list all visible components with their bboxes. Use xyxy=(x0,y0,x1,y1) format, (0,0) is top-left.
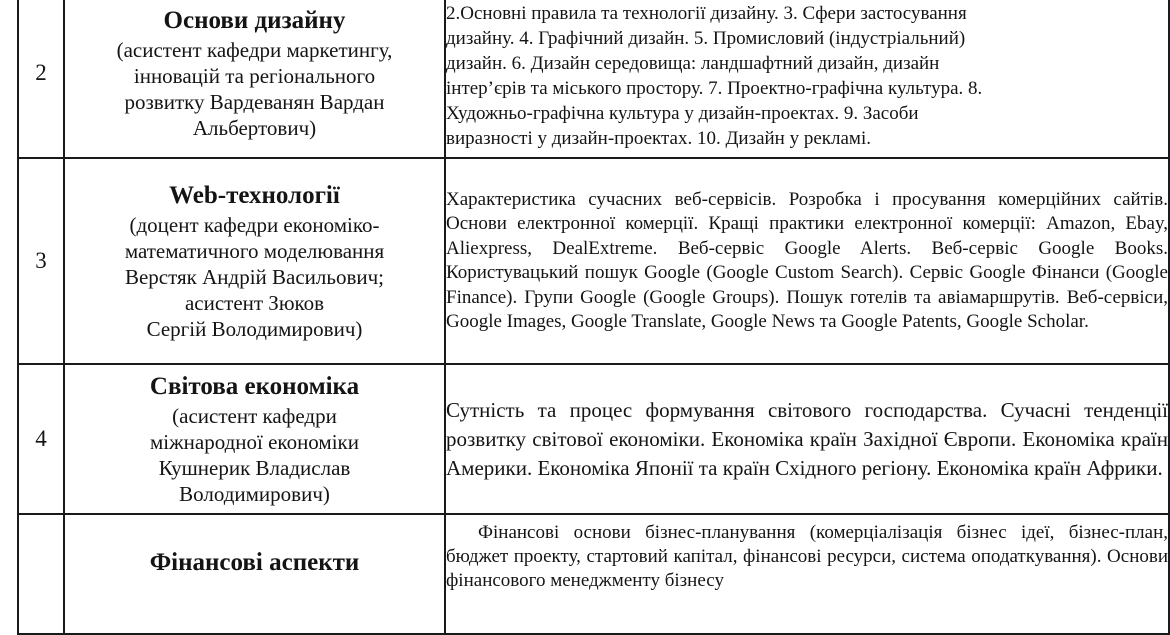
lecturer-line: (доцент кафедри економіко- xyxy=(129,213,380,237)
table-row xyxy=(18,158,1169,364)
course-cell xyxy=(64,158,445,364)
course-cell xyxy=(64,514,445,634)
course-description: Характеристика сучасних веб-сервісів. Розробка і просування комерційних сайтів. Основи електронної комерції. Кращі практики електронної комерції: Amazon, Ebay, Aliexpress, DealExtreme. Веб-сервіс Google Alerts. Веб-сервіс Google Books. Користувацький пошук Google (Google Custom Search). Сервіс Google Фінанси (Google Finance). Групи Google (Google Groups). Пошук готелів та авіамаршрутів. Веб-сервіси, Google Images, Google Translate, Google News та Google Patents, Google Scholar. xyxy=(445,158,1169,364)
lecturer-line: Верстяк Андрій Васильович; xyxy=(124,265,385,289)
description-line: інтер’єрів та міського простору. 7. Проектно-графічна культура. 8. xyxy=(446,78,983,99)
courses-table xyxy=(17,0,1170,635)
course-title: Фінансові аспекти xyxy=(149,549,360,576)
row-number: 3 xyxy=(18,158,64,364)
course-title: Web-технології xyxy=(169,182,340,209)
table-row xyxy=(18,364,1169,514)
description-line: дизайну. 4. Графічний дизайн. 5. Промисловий (індустріальний) xyxy=(446,28,966,49)
table-row xyxy=(18,514,1169,634)
lecturer-line: Альбертович) xyxy=(192,115,317,140)
lecturer-line: математичного моделювання xyxy=(124,239,385,263)
lecturer-info xyxy=(65,212,444,342)
description-line: Художньо-графічна культура у дизайн-проектах. 9. Засоби xyxy=(446,103,919,124)
row-number: 2 xyxy=(18,0,64,158)
table-row xyxy=(18,0,1169,158)
course-cell xyxy=(64,364,445,514)
course-description xyxy=(445,514,1169,634)
lecturer-line: асистент Зюков xyxy=(184,291,325,315)
course-cell xyxy=(64,0,445,158)
description-text: Фінансові основи бізнес-планування (комерціалізація бізнес ідеї, бізнес-план, бюджет проекту, стартовий капітал, фінансові ресурси, система оподаткування). Основи фінансового менеджменту бізнесу xyxy=(446,522,1168,591)
lecturer-line: (асистент кафедри маркетингу, xyxy=(116,37,393,62)
course-description: Сутність та процес формування світового господарства. Сучасні тенденції розвитку світової економіки. Економіка країн Західної Європи. Економіка країн Америки. Економіка Японії та країн Східного регіону. Економіка країн Африки. xyxy=(445,364,1169,514)
row-number xyxy=(18,514,64,634)
description-line: 2.Основні правила та технології дизайну. 3. Сфери застосування xyxy=(446,3,967,24)
lecturer-info xyxy=(65,403,444,507)
lecturer-line: Кушнерик Владислав xyxy=(158,456,351,480)
description-line: виразності у дизайн-проектах. 10. Дизайн у рекламі. xyxy=(446,128,871,149)
row-number: 4 xyxy=(18,364,64,514)
course-description xyxy=(445,0,1169,158)
lecturer-line: (асистент кафедри xyxy=(172,404,337,428)
description-line: дизайн. 6. Дизайн середовища: ландшафтний дизайн, дизайн xyxy=(446,53,940,74)
lecturer-line: Сергій Володимирович) xyxy=(146,317,363,341)
lecturer-line: міжнародної економіки xyxy=(150,430,359,454)
lecturer-info xyxy=(65,37,444,141)
course-title: Світова економіка xyxy=(149,373,360,400)
course-title: Основи дизайну xyxy=(163,6,346,34)
lecturer-line: розвитку Вардеванян Вардан xyxy=(124,89,385,114)
lecturer-line: Володимирович) xyxy=(179,482,330,506)
lecturer-line: інновацій та регіонального xyxy=(133,63,376,88)
